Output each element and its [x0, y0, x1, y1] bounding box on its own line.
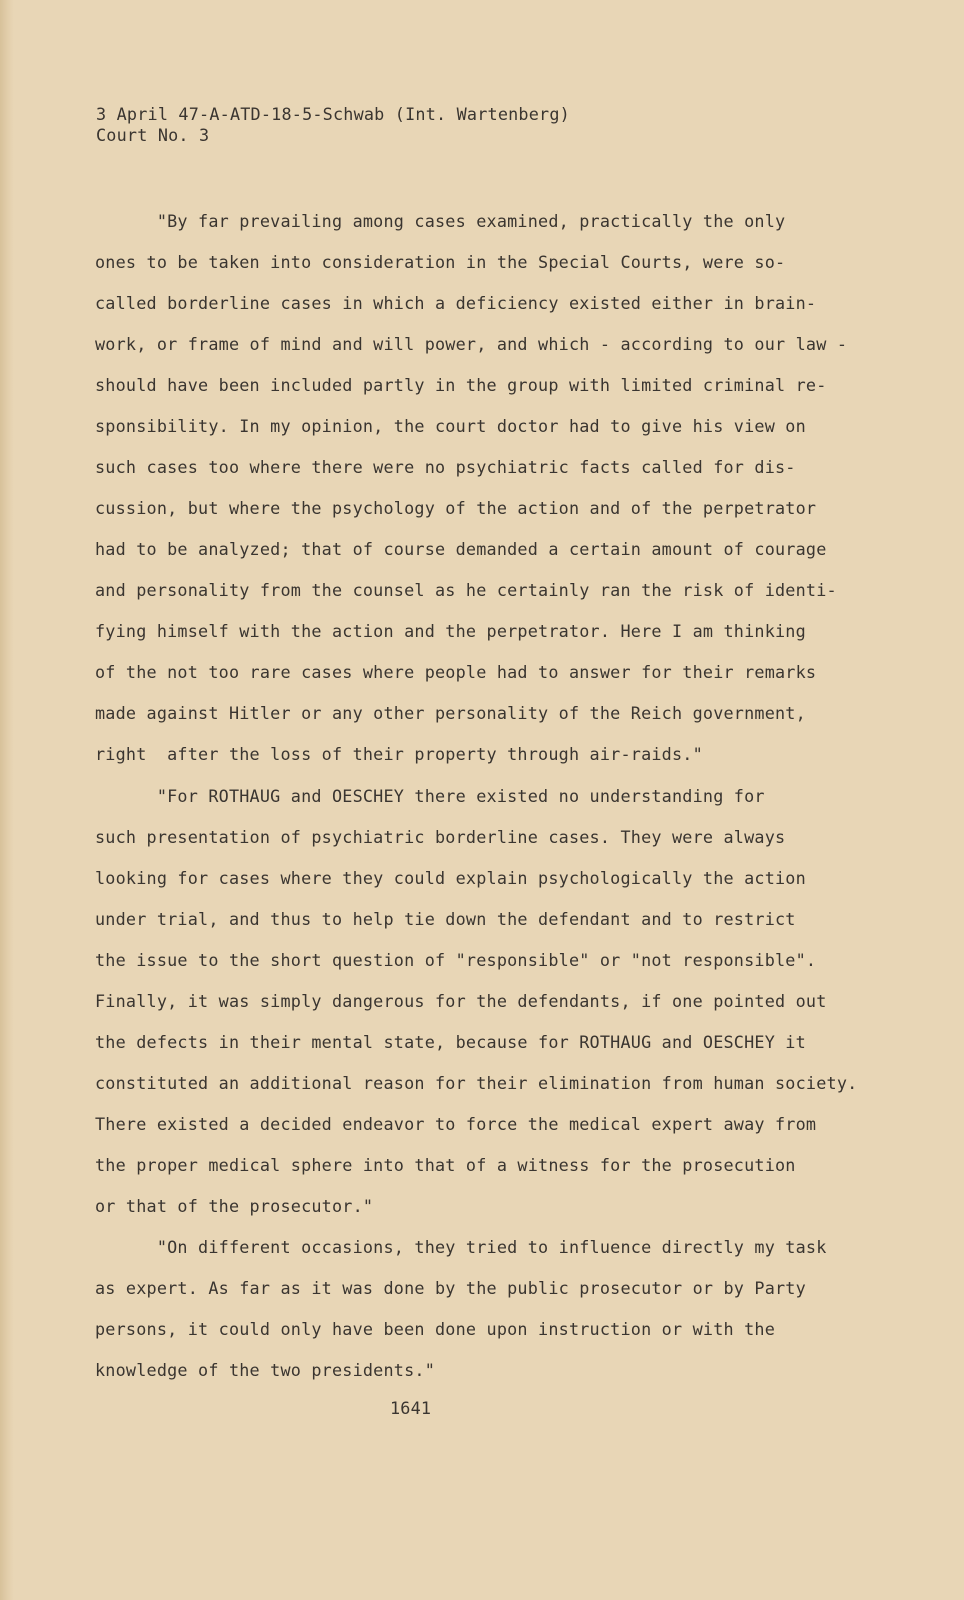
text-line: the issue to the short question of "responsible" or "not responsible". — [95, 950, 817, 970]
text-line: as expert. As far as it was done by the public prosecutor or by Party — [95, 1278, 806, 1298]
text-line: looking for cases where they could explain psychologically the action — [95, 868, 806, 888]
text-line: fying himself with the action and the perpetrator. Here I am thinking — [95, 621, 806, 641]
text-line: of the not too rare cases where people had to answer for their remarks — [95, 662, 817, 682]
page-left-edge — [0, 0, 14, 1600]
text-line: had to be analyzed; that of course demanded a certain amount of courage — [95, 539, 827, 559]
text-line: made against Hitler or any other personality of the Reich government, — [95, 703, 806, 723]
text-line: persons, it could only have been done upon instruction or with the — [95, 1319, 776, 1339]
page-number: 1641 — [390, 1398, 432, 1418]
text-line: such cases too where there were no psychiatric facts called for dis- — [95, 457, 796, 477]
text-line: right after the loss of their property through air-raids." — [95, 744, 703, 764]
header-reference: 3 April 47-A-ATD-18-5-Schwab (Int. Wartenberg) — [96, 104, 570, 124]
text-line: "For ROTHAUG and OESCHEY there existed no understanding for — [95, 786, 765, 806]
header-court: Court No. 3 — [96, 125, 210, 145]
text-line: and personality from the counsel as he certainly ran the risk of identi- — [95, 580, 837, 600]
text-line: constituted an additional reason for their elimination from human society. — [95, 1073, 858, 1093]
text-line: such presentation of psychiatric borderline cases. They were always — [95, 827, 786, 847]
text-line: or that of the prosecutor." — [95, 1196, 374, 1216]
text-line: work, or frame of mind and will power, and which - according to our law - — [95, 334, 848, 354]
text-line: cussion, but where the psychology of the action and of the perpetrator — [95, 498, 817, 518]
text-line: the proper medical sphere into that of a witness for the prosecution — [95, 1155, 796, 1175]
text-line: under trial, and thus to help tie down the defendant and to restrict — [95, 909, 796, 929]
text-line: Finally, it was simply dangerous for the defendants, if one pointed out — [95, 991, 827, 1011]
text-line: ones to be taken into consideration in the Special Courts, were so- — [95, 252, 786, 272]
text-line: "On different occasions, they tried to influence directly my task — [95, 1237, 827, 1257]
text-line: knowledge of the two presidents." — [95, 1360, 436, 1380]
text-line: "By far prevailing among cases examined, practically the only — [95, 211, 786, 231]
text-line: called borderline cases in which a deficiency existed either in brain- — [95, 293, 817, 313]
text-line: should have been included partly in the group with limited criminal re- — [95, 375, 827, 395]
text-line: There existed a decided endeavor to force the medical expert away from — [95, 1114, 817, 1134]
text-line: sponsibility. In my opinion, the court doctor had to give his view on — [95, 416, 806, 436]
text-line: the defects in their mental state, because for ROTHAUG and OESCHEY it — [95, 1032, 806, 1052]
